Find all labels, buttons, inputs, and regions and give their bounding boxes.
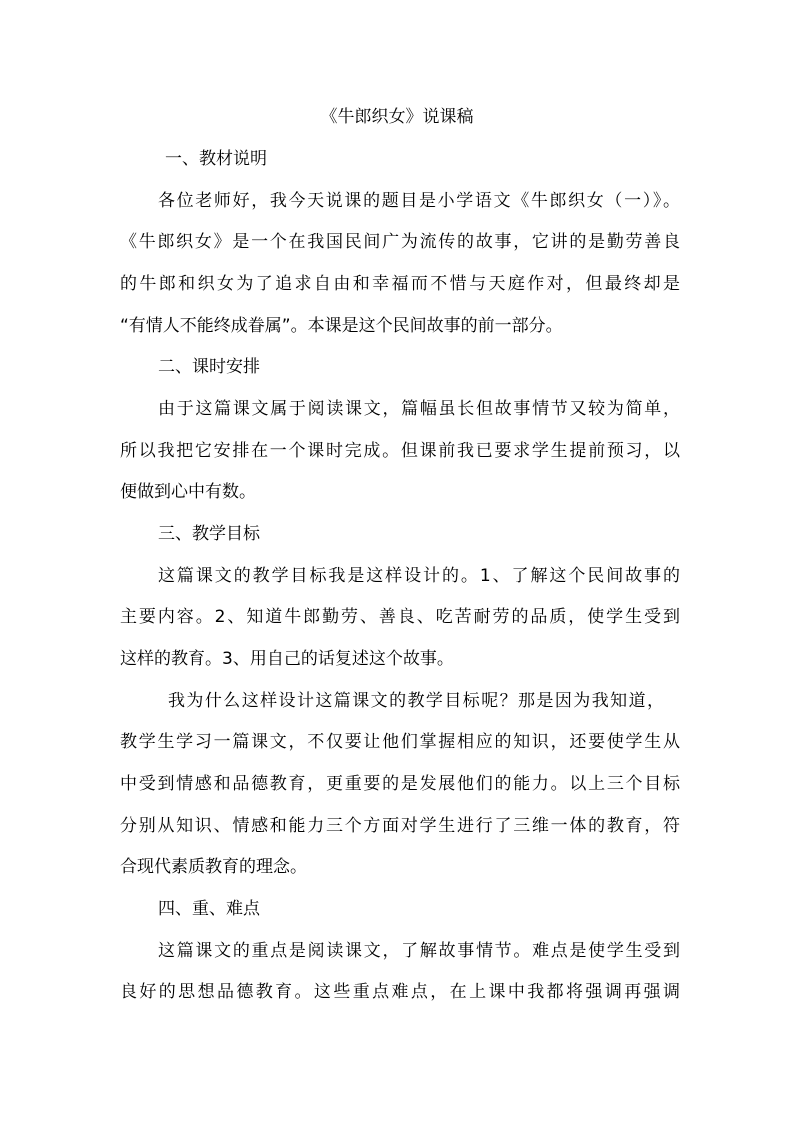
paragraph-line: 我为什么这样设计这篇课文的教学目标呢？那是因为我知道， — [168, 691, 664, 711]
section-heading-key-points: 四、重、难点 — [158, 899, 260, 919]
paragraph-line: 教学生学习一篇课文，不仅要让他们掌握相应的知识，还要使学生从 — [120, 732, 680, 752]
paragraph-line: 中受到情感和品德教育，更重要的是发展他们的能力。以上三个目标 — [120, 774, 680, 794]
section-heading-objectives: 三、教学目标 — [158, 524, 260, 544]
paragraph-line: 各位老师好，我今天说课的题目是小学语文《牛郎织女（一）》。 — [158, 191, 680, 211]
paragraph-line: 的牛郎和织女为了追求自由和幸福而不惜与天庭作对，但最终却是 — [120, 274, 680, 294]
paragraph-line: 这篇课文的教学目标我是这样设计的。1、了解这个民间故事的 — [158, 566, 680, 586]
paragraph-line: 这样的教育。3、用自己的话复述这个故事。 — [120, 649, 454, 669]
section-heading-schedule: 二、课时安排 — [158, 357, 260, 377]
paragraph-line: 这篇课文的重点是阅读课文，了解故事情节。难点是使学生受到 — [158, 941, 680, 961]
paragraph-line: 便做到心中有数。 — [120, 482, 256, 502]
paragraph-line: 分别从知识、情感和能力三个方面对学生进行了三维一体的教育，符 — [120, 816, 680, 836]
document-title: 《牛郎织女》说课稿 — [320, 107, 474, 127]
paragraph-line: “有情人不能终成眷属”。本课是这个民间故事的前一部分。 — [120, 316, 563, 336]
paragraph-line: 合现代素质教育的理念。 — [120, 857, 307, 877]
paragraph-line: 《牛郎织女》是一个在我国民间广为流传的故事，它讲的是勤劳善良 — [120, 232, 680, 252]
section-heading-materials: 一、教材说明 — [165, 149, 267, 169]
paragraph-line: 由于这篇课文属于阅读课文，篇幅虽长但故事情节又较为简单， — [158, 399, 680, 419]
paragraph-line: 所以我把它安排在一个课时完成。但课前我已要求学生提前预习，以 — [120, 441, 680, 461]
paragraph-line: 主要内容。2、知道牛郎勤劳、善良、吃苦耐劳的品质，使学生受到 — [120, 607, 680, 627]
paragraph-line: 良好的思想品德教育。这些重点难点，在上课中我都将强调再强调 — [120, 982, 680, 1002]
